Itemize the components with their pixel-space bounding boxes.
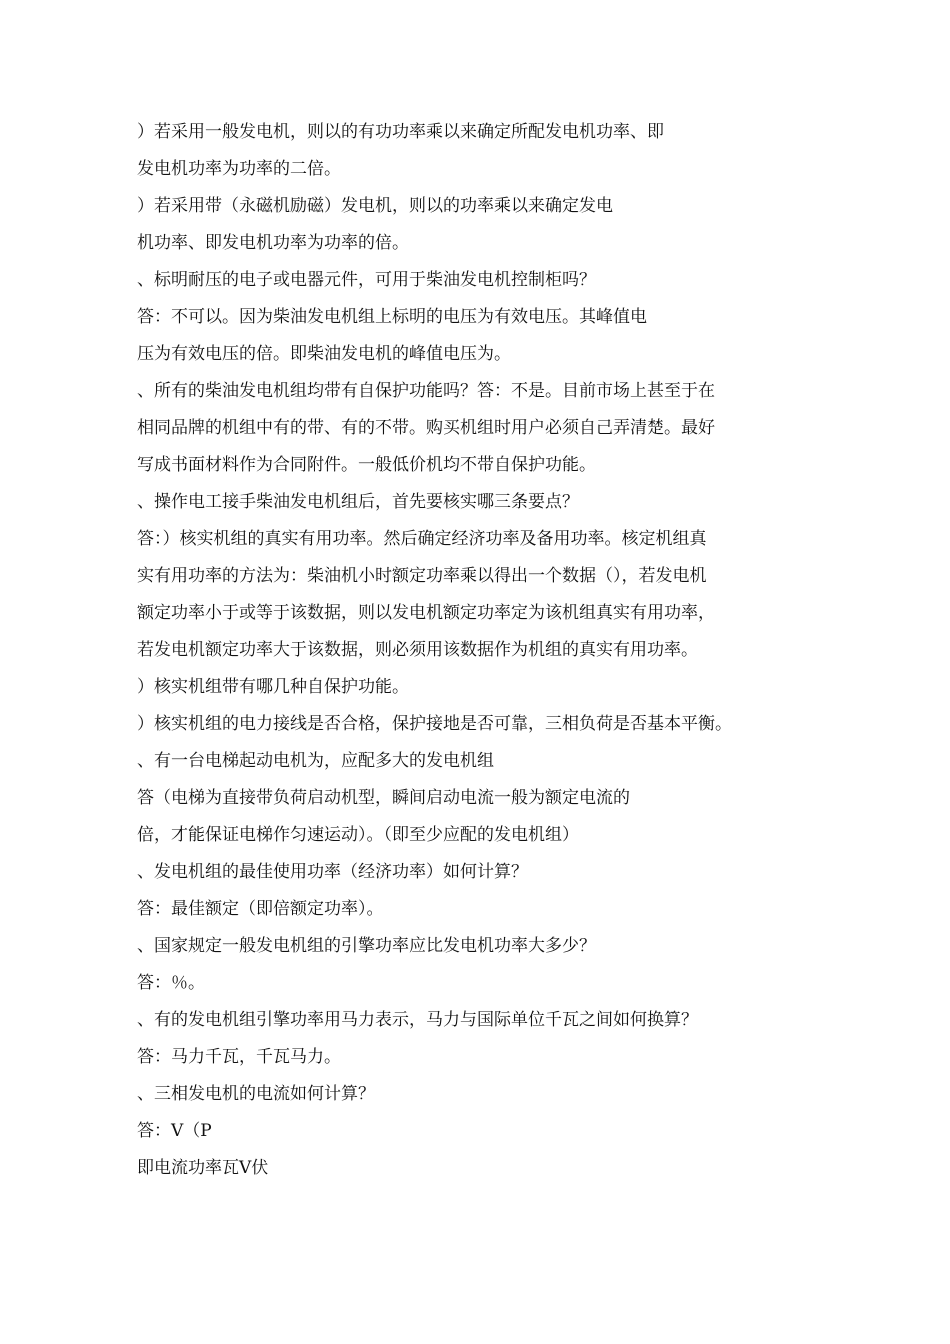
text-line: ）若采用一般发电机，则以的有功功率乘以来确定所配发电机功率、即	[137, 122, 664, 142]
text-line: 发电机功率为功率的二倍。	[137, 159, 341, 179]
text-line: 答：）核实机组的真实有用功率。然后确定经济功率及备用功率。核定机组真	[137, 529, 707, 549]
text-line: 压为有效电压的倍。即柴油发电机的峰值电压为。	[137, 344, 511, 364]
text-line: 若发电机额定功率大于该数据，则必须用该数据作为机组的真实有用功率。	[137, 640, 698, 660]
text-line: 、所有的柴油发电机组均带有自保护功能吗？答：不是。目前市场上甚至于在	[137, 381, 715, 401]
text-line: 、有一台电梯起动电机为，应配多大的发电机组	[137, 751, 494, 771]
text-line: 答：不可以。因为柴油发电机组上标明的电压为有效电压。其峰值电	[137, 307, 647, 327]
text-line: 机功率、即发电机功率为功率的倍。	[137, 233, 409, 253]
text-line: ）核实机组带有哪几种自保护功能。	[137, 677, 409, 697]
text-line: 、国家规定一般发电机组的引擎功率应比发电机功率大多少？	[137, 936, 596, 956]
text-line: ）核实机组的电力接线是否合格，保护接地是否可靠，三相负荷是否基本平衡。	[137, 714, 732, 734]
text-line: 、标明耐压的电子或电器元件，可用于柴油发电机控制柜吗？	[137, 270, 596, 290]
text-line: 写成书面材料作为合同附件。一般低价机均不带自保护功能。	[137, 455, 596, 475]
text-line: 实有用功率的方法为：柴油机小时额定功率乘以得出一个数据（），若发电机	[137, 566, 707, 586]
text-line: ）若采用带（永磁机励磁）发电机，则以的功率乘以来确定发电	[137, 196, 613, 216]
text-line: 倍，才能保证电梯作匀速运动）。（即至少应配的发电机组）	[137, 825, 579, 845]
text-line: 、有的发电机组引擎功率用马力表示，马力与国际单位千瓦之间如何换算？	[137, 1010, 698, 1030]
text-line: 答：％。	[137, 973, 205, 993]
text-line: 、发电机组的最佳使用功率（经济功率）如何计算？	[137, 862, 528, 882]
text-line: 、三相发电机的电流如何计算？	[137, 1084, 375, 1104]
text-line: 答：马力千瓦，千瓦马力。	[137, 1047, 341, 1067]
text-line: 相同品牌的机组中有的带、有的不带。购买机组时用户必须自己弄清楚。最好	[137, 418, 715, 438]
text-line: 答（电梯为直接带负荷启动机型，瞬间启动电流一般为额定电流的	[137, 788, 630, 808]
text-line: 、操作电工接手柴油发电机组后，首先要核实哪三条要点？	[137, 492, 579, 512]
text-line: 即电流功率瓦V伏	[137, 1158, 269, 1178]
text-line: 额定功率小于或等于该数据，则以发电机额定功率定为该机组真实有用功率，	[137, 603, 715, 623]
text-line: 答：V（P	[137, 1121, 212, 1141]
text-line: 答：最佳额定（即倍额定功率）。	[137, 899, 384, 919]
